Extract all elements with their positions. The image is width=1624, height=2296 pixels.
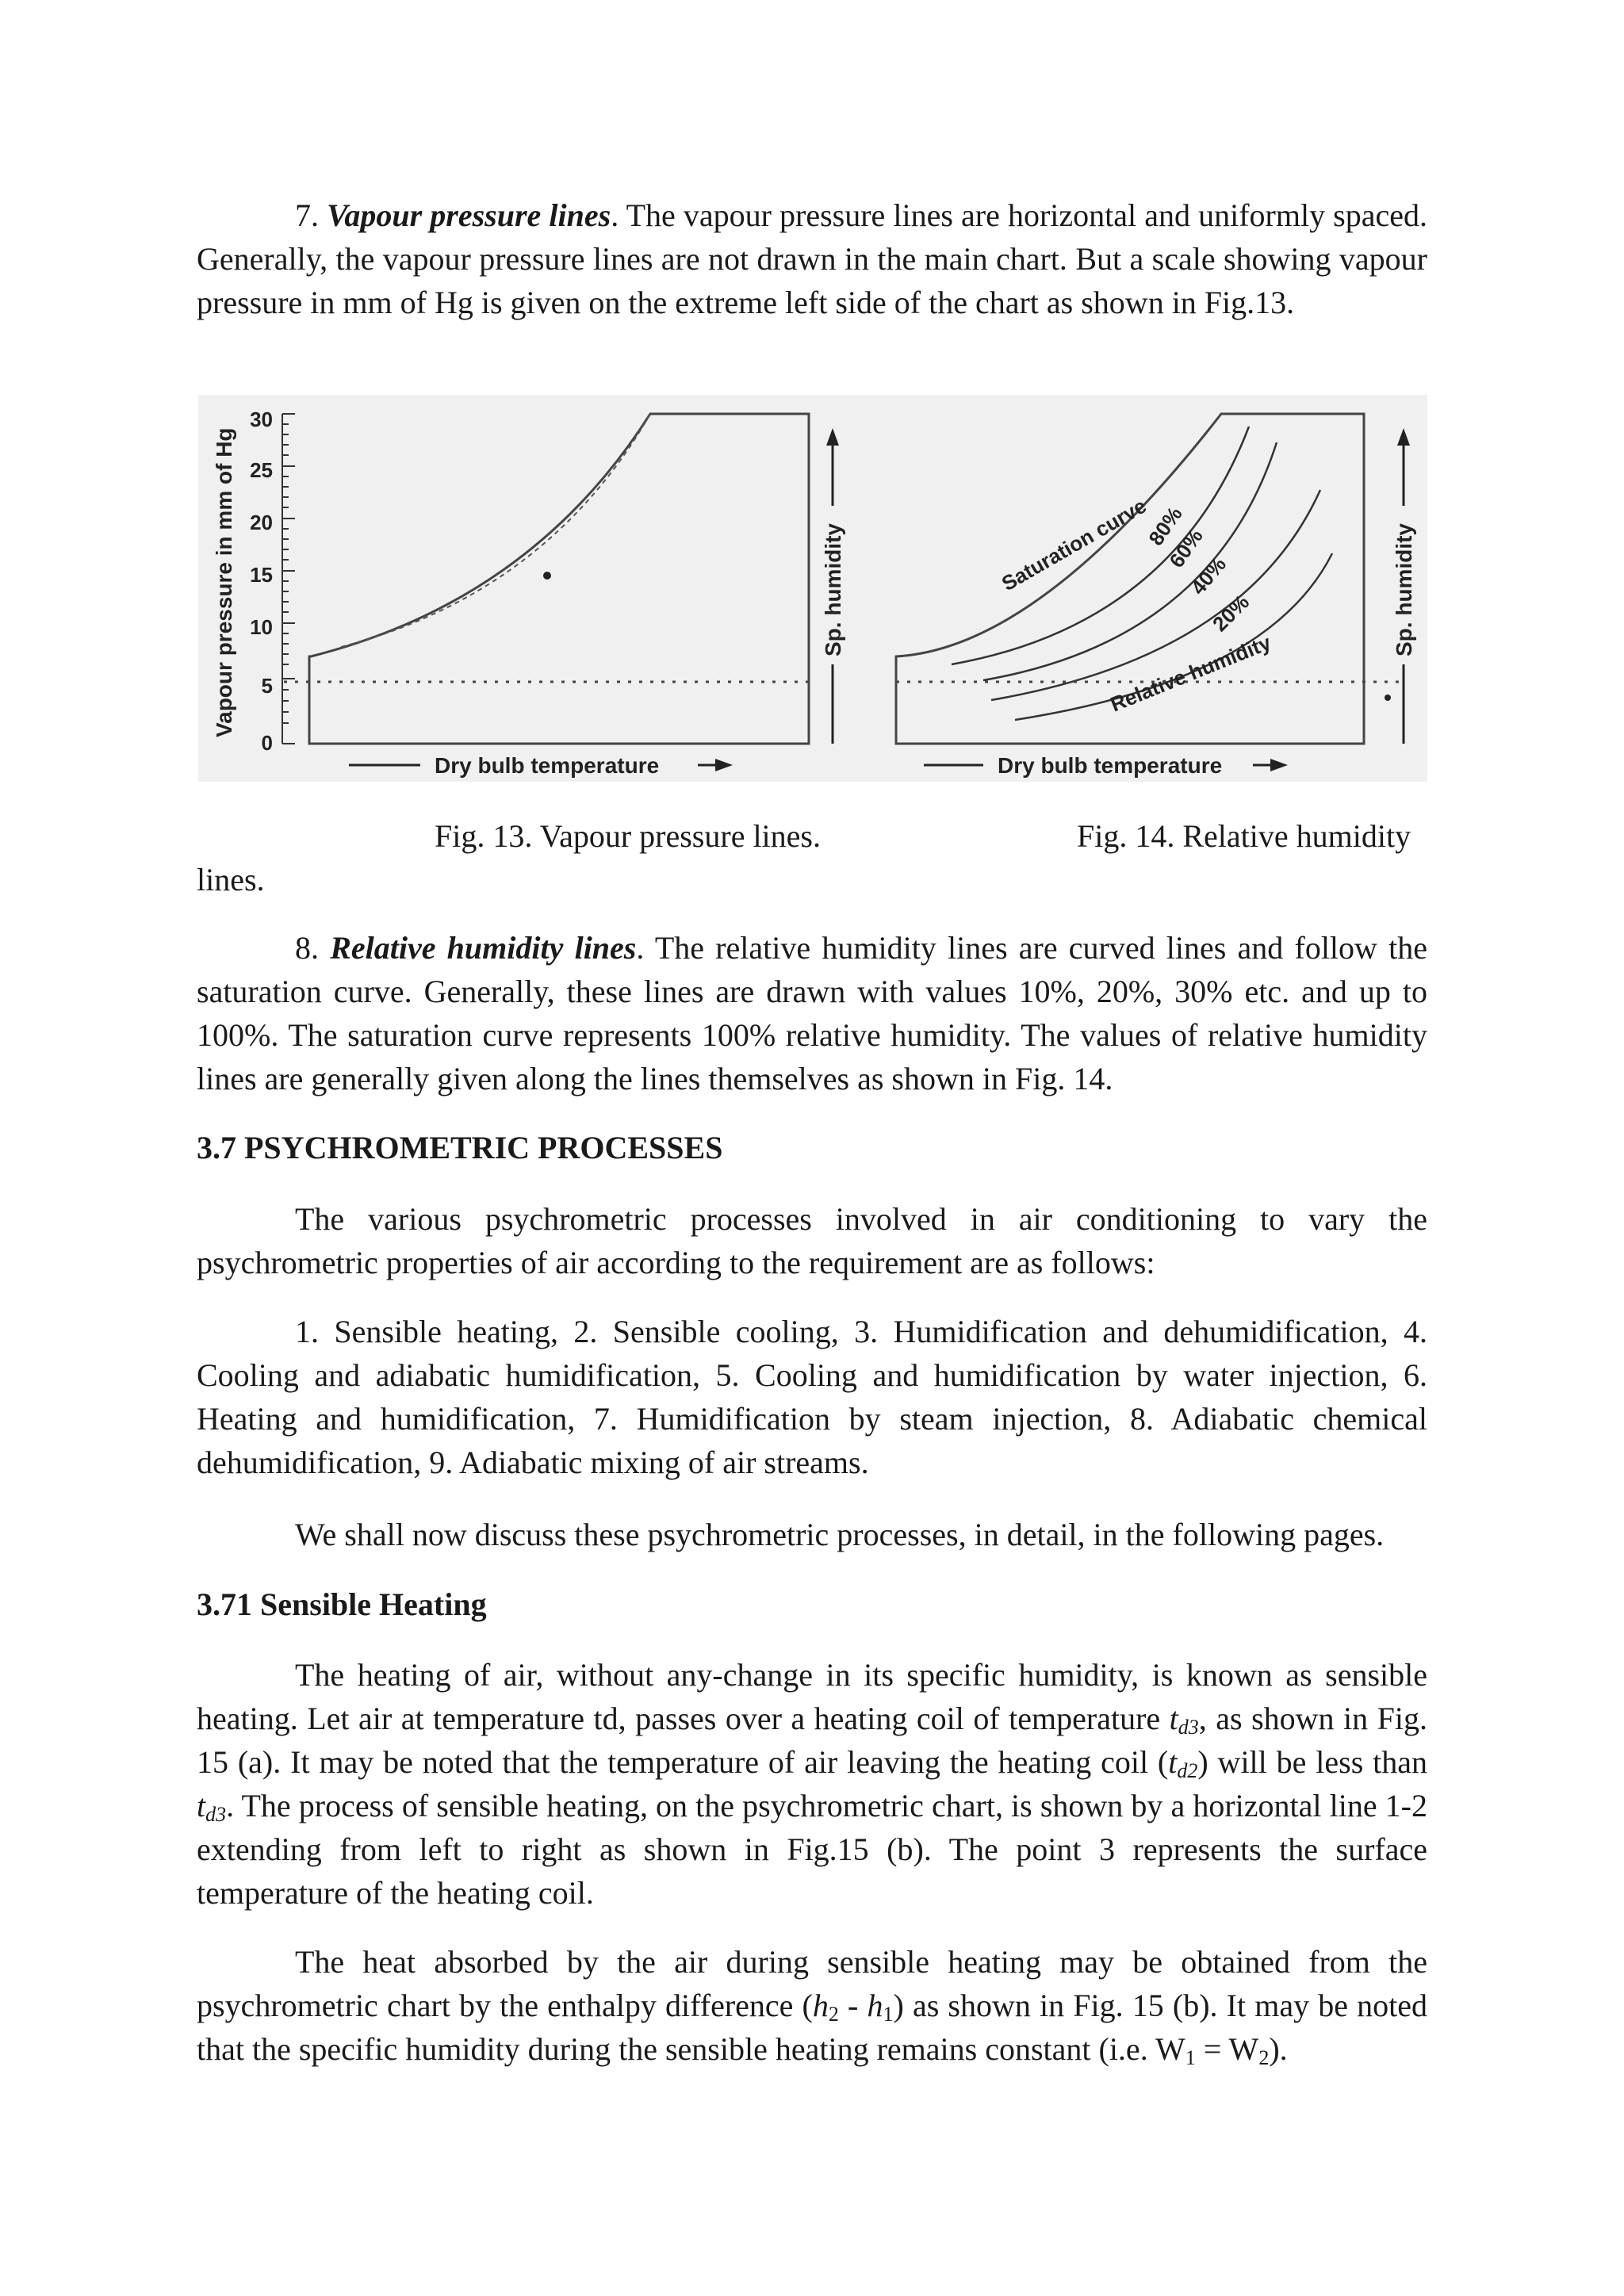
symbol-h: h (812, 1988, 829, 2023)
text-run: . The process of sensible heating, on the psychrometric chart, is shown by a horizontal line 1-2 extending from left to right as shown in Fig.15 (b). The point 3 represents the surface temperature of the heating coil. (197, 1788, 1427, 1911)
subscript: d2 (1177, 1759, 1198, 1782)
fig13-tick-label: 0 (261, 731, 273, 755)
fig13-ylabel: Vapour pressure in mm of Hg (212, 427, 236, 737)
text-run: ) will be less than (1197, 1744, 1427, 1780)
subscript: d3 (205, 1803, 227, 1826)
symbol-t: t (197, 1788, 206, 1823)
item-title: Relative humidity lines (330, 930, 637, 966)
subscript: d3 (1178, 1716, 1199, 1739)
item-number: 7. (295, 197, 327, 233)
figure-13-14 (198, 395, 1427, 782)
figure-svg (198, 395, 1427, 782)
fig13-caption: Fig. 13. Vapour pressure lines. (435, 818, 821, 854)
text-run: - (838, 1988, 868, 2023)
text-run: , as shown in Fig. 15 (a). It may be noted that the temperature of air leaving the heating coil ( (197, 1701, 1428, 1780)
fig14-chart (896, 414, 1416, 778)
symbol-h: h (867, 1988, 883, 2023)
item-body: . The vapour pressure lines are horizontal and uniformly spaced. Generally, the vapour pressure lines are not drawn in the main chart. But a scale showing vapour pressure in mm of Hg is given on the extreme left side of the chart as shown in Fig.13. (197, 197, 1428, 320)
fig14-curve-80 (952, 427, 1249, 664)
fig13-chart (212, 408, 845, 778)
fig14-label-60: 60% (1164, 524, 1208, 572)
fig14-xlabel: Dry bulb temperature (998, 753, 1223, 778)
fig14-saturation-label: Saturation curve (998, 493, 1151, 596)
item-number: 8. (295, 930, 331, 966)
fig13-dot (543, 572, 551, 580)
fig13-saturation-curve (341, 414, 650, 647)
paragraph-heat-absorbed (197, 1940, 1427, 2071)
paragraph-processes-intro: The various psychrometric processes involved in air conditioning to vary the psychrometric properties of air according to the requirement are as follows: (197, 1201, 1427, 1280)
fig14-right-label: Sp. humidity (1392, 523, 1416, 656)
arrow-head-icon (1270, 759, 1288, 771)
fig13-tick-label: 5 (261, 674, 273, 698)
fig13-tick-label: 30 (250, 408, 273, 431)
fig13-xlabel: Dry bulb temperature (435, 753, 660, 778)
paragraph-vapour-pressure-lines (197, 193, 1427, 324)
section-heading: 3.7 PSYCHROMETRIC PROCESSES (197, 1130, 723, 1165)
arrow-head-icon (1397, 428, 1410, 446)
fig14-relative-label: Relative humidity (1107, 630, 1274, 717)
arrow-head-icon (826, 428, 839, 446)
subscript: 1 (1185, 2046, 1196, 2069)
symbol-t: t (1168, 1744, 1178, 1780)
arrow-head-icon (715, 759, 733, 771)
item-title: Vapour pressure lines (327, 197, 611, 233)
fig13-right-label: Sp. humidity (821, 523, 845, 656)
item-body: . The relative humidity lines are curved lines and follow the saturation curve. Generally, these lines are drawn with values 10%, 20%, 30% etc. and up to 100%. The saturation curve represents 100% relative humidity. The values of relative humidity lines are generally given along the lines themselves as shown in Fig. 14. (197, 930, 1427, 1096)
fig13-chart-outline (309, 414, 809, 744)
fig14-label-20: 20% (1208, 590, 1254, 637)
fig13-tick-label: 25 (250, 458, 273, 482)
text-run: The heating of air, without any-change in its specific humidity, is known as sensible heating. Let air at temperature td, passes over a heating coil of temperature (197, 1657, 1427, 1736)
paragraph-processes-discuss: We shall now discuss these psychrometric processes, in detail, in the following pages. (295, 1517, 1385, 1552)
fig14-label-40: 40% (1185, 552, 1231, 599)
paragraph-relative-humidity-lines (197, 926, 1427, 1100)
text-run: ). (1269, 2031, 1288, 2067)
subscript: 2 (1258, 2046, 1270, 2069)
fig14-caption-continued: lines. (197, 862, 265, 897)
subsection-heading: 3.71 Sensible Heating (197, 1586, 487, 1622)
text-run: ) as shown in Fig. 15 (b). It may be noted that the specific humidity during the sensible heating remains constant (i.e. W (197, 1988, 1427, 2067)
paragraph-processes-list: 1. Sensible heating, 2. Sensible cooling, 3. Humidification and dehumidification, 4. Cooling and adiabatic humidification, 5. Cooling and humidification by water injection, 6. Heating and humidification, 7. Humidification by steam injection, 8. Adiabatic chemical dehumidification, 9. Adiabatic mixing of air streams. (197, 1314, 1427, 1480)
fig13-scale (282, 414, 295, 744)
fig13-tick-label: 10 (250, 615, 273, 639)
text-run: The heat absorbed by the air during sensible heating may be obtained from the psychrometric chart by the enthalpy difference ( (197, 1944, 1427, 2023)
fig14-curve-20 (1015, 553, 1332, 720)
fig14-dot (1385, 695, 1391, 701)
subscript: 2 (828, 2003, 839, 2026)
paragraph-sensible-heating (197, 1653, 1427, 1915)
fig13-tick-label: 15 (250, 563, 273, 587)
fig14-label-80: 80% (1143, 502, 1187, 550)
subscript: 1 (883, 2003, 894, 2026)
symbol-t: t (1169, 1701, 1178, 1736)
fig13-tick-label: 20 (250, 511, 273, 534)
fig14-caption: Fig. 14. Relative humidity (1077, 818, 1411, 854)
text-run: = W (1195, 2031, 1259, 2067)
